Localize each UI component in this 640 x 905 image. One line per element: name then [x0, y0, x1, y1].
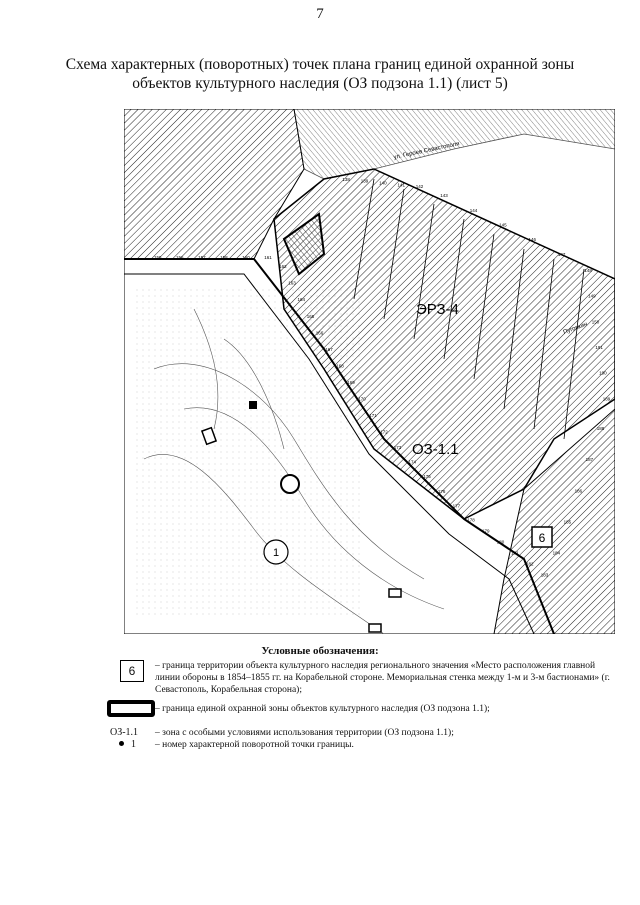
turning-point-number: 139	[360, 178, 369, 184]
turning-point-number: 169	[347, 379, 355, 385]
turning-point-number: 184	[552, 550, 561, 556]
turning-point-number: 179	[482, 528, 490, 534]
turning-point-number: 182	[526, 561, 534, 567]
turning-point-number: 165	[306, 313, 315, 319]
turning-point-number: 172	[380, 429, 388, 435]
turning-point-number: 186	[574, 488, 583, 494]
turning-point-number: 144	[469, 207, 478, 213]
turning-point-number: 171	[369, 413, 377, 418]
legend-item-zone: – зона с особыми условиями использования территории (ОЗ подзона 1.1);	[155, 728, 454, 738]
page-title	[60, 55, 580, 93]
turning-point-number: 147	[557, 251, 566, 257]
legend-item-point: – номер характерной поворотной точки границы.	[155, 740, 354, 750]
turning-point-number: 150	[591, 319, 600, 325]
turning-point-number: 164	[297, 297, 306, 303]
turning-point-number: 178	[467, 517, 475, 523]
turning-point-number: 180	[496, 539, 505, 545]
turning-point-number: 155	[154, 255, 162, 260]
turning-point-number: 170	[358, 396, 366, 402]
turning-point-number: 189	[602, 396, 611, 402]
legend-heading: Условные обозначения:	[261, 645, 379, 657]
title-line-1: Схема характерных (поворотных) точек плана границ единой охранной зоны	[65, 56, 575, 73]
turning-point-number: 145	[499, 222, 507, 228]
turning-point-number: 167	[325, 346, 333, 352]
turning-point-number: 163	[288, 280, 296, 286]
legend-protection-zone-symbol	[107, 700, 155, 717]
turning-point-number: 187	[585, 457, 594, 462]
turning-point-number: 142	[415, 184, 424, 190]
park-building	[249, 401, 257, 409]
turning-point-number: 175	[423, 474, 431, 480]
site-plan-map	[124, 109, 615, 634]
point-marker-label: 1	[272, 547, 280, 559]
turning-point-number: 140	[379, 180, 387, 186]
turning-point-number: 162	[279, 264, 287, 270]
turning-point-number: 148	[584, 267, 592, 273]
turning-point-number: 161	[264, 255, 272, 260]
turning-point-number: 174	[408, 459, 417, 465]
turning-point-number: 160	[242, 255, 250, 260]
turning-point-number: 183	[540, 572, 549, 578]
legend-point-symbol: 1	[131, 739, 136, 750]
legend-item-object-boundary: – граница территории объекта культурного наследия регионального значения «Место расположения главной линии обороны в 1854–1855 гг. на Корабельной стороне. Мемориальная стенка между 1-м и 3-м бастионами» (г. Севастополь, Корабельная сторона);	[155, 661, 610, 695]
turning-point-number: 173	[393, 444, 402, 450]
zone-label-erz: ЭРЗ-4	[416, 301, 459, 318]
turning-point-number: 143	[440, 193, 448, 199]
turning-point-number: 138	[342, 176, 350, 182]
legend-point-dot	[119, 741, 124, 746]
park-area-fill	[134, 289, 364, 619]
legend-zone-symbol: ОЗ-1.1	[110, 727, 139, 738]
turning-point-number: 141	[397, 182, 406, 188]
turning-point-number: 149	[588, 293, 596, 299]
turning-point-number: 176	[437, 488, 446, 494]
monument-symbol	[281, 475, 299, 493]
turning-point-number: 158	[220, 255, 228, 260]
zone-label-oz: ОЗ-1.1	[412, 441, 459, 458]
turning-point-number: 185	[563, 519, 572, 525]
street-label-2: Пуговкин	[562, 321, 589, 336]
page-number: 7	[316, 6, 324, 22]
turning-point-number: 146	[528, 237, 537, 243]
turning-point-number: 191	[595, 345, 603, 350]
object-boundary-marker-label: 6	[538, 531, 546, 545]
legend-object-boundary-symbol: 6	[120, 660, 144, 682]
street-label: ул. Героев Севастополя	[393, 141, 461, 161]
legend-item-protection-zone: – граница единой охранной зоны объектов культурного наследия (ОЗ подзона 1.1);	[155, 704, 490, 714]
turning-point-number: 156	[176, 255, 184, 260]
turning-point-number: 181	[511, 550, 519, 556]
park-building	[389, 589, 401, 597]
turning-point-number: 190	[599, 370, 607, 376]
turning-point-number: 166	[315, 330, 324, 336]
turning-point-number: 177	[452, 503, 461, 509]
turning-point-number: 188	[596, 425, 605, 431]
park-building	[369, 624, 381, 632]
turning-point-number: 157	[198, 255, 206, 260]
turning-point-number: 168	[336, 363, 344, 369]
title-line-2: объектов культурного наследия (ОЗ подзона 1.1) (лист 5)	[132, 75, 508, 92]
